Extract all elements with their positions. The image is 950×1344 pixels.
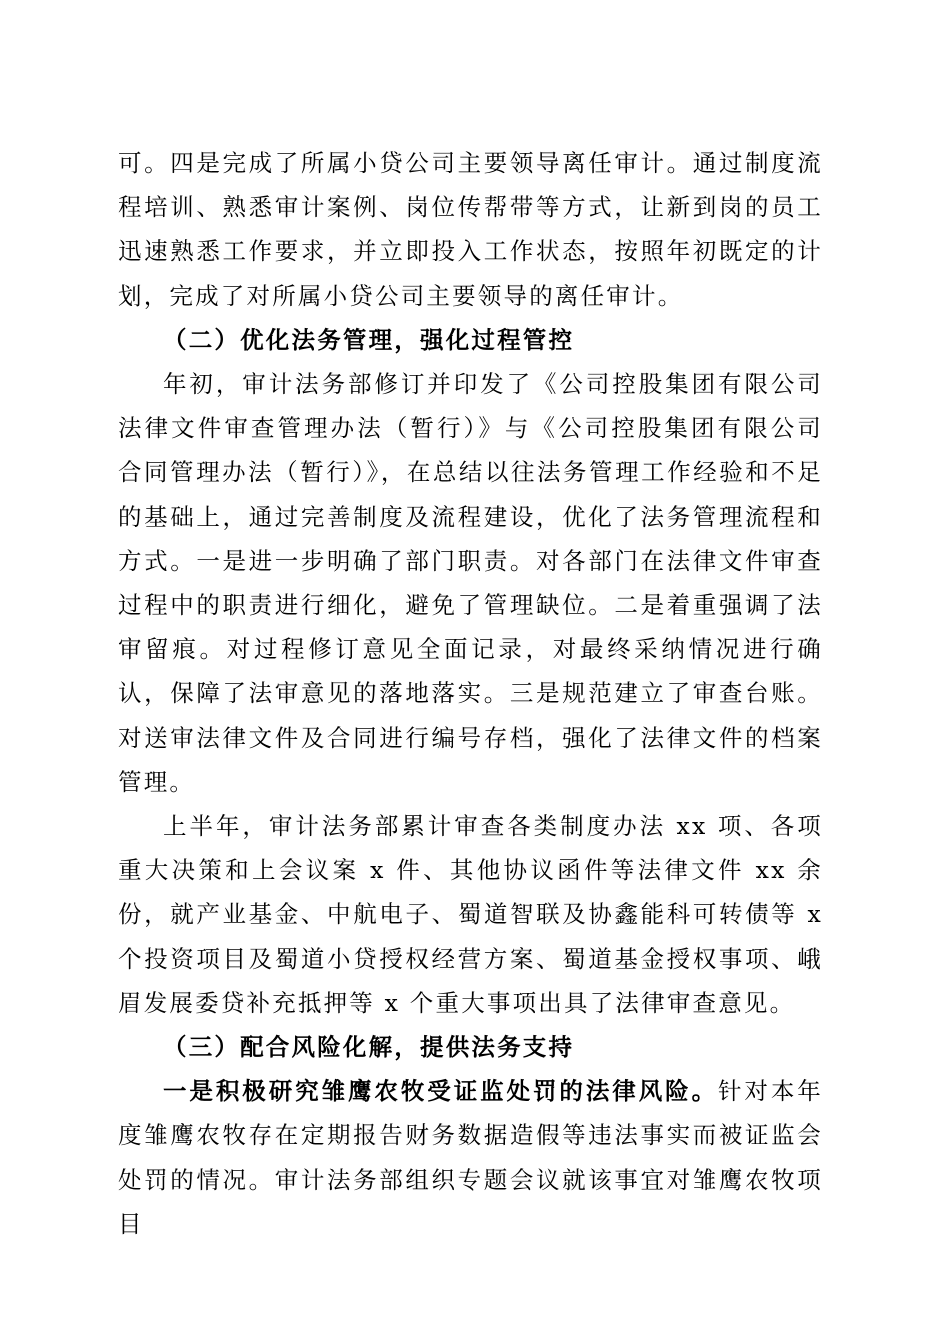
- paragraph-half-year-review: 上半年，审计法务部累计审查各类制度办法 xx 项、各项重大决策和上会议案 x 件、其他协议函件等法律文件 xx 余份，就产业基金、中航电子、蜀道智联及协鑫能科可转债等 x 个投资项目及蜀道小贷授权经营方案、蜀道基金授权事项、峨眉发展委贷补充抵押等 x 个重大事项出具了法律审查意见。: [118, 812, 823, 1017]
- paragraph-legal-management: 年初，审计法务部修订并印发了《公司控股集团有限公司法律文件审查管理办法（暂行）》与《公司控股集团有限公司合同管理办法（暂行）》，在总结以往法务管理工作经验和不足的基础上，通过完善制度及流程建设，优化了法务管理流程和方式。一是进一步明确了部门职责。对各部门在法律文件审查过程中的职责进行细化，避免了管理缺位。二是着重强调了法审留痕。对过程修订意见全面记录，对最终采纳情况进行确认，保障了法审意见的落地落实。三是规范建立了审查台账。对送审法律文件及合同进行编号存档，强化了法律文件的档案管理。: [118, 370, 823, 796]
- section-heading-2: （二）优化法务管理，强化过程管控: [163, 325, 575, 354]
- document-body: [118, 141, 823, 1246]
- paragraph-continuation: 可。四是完成了所属小贷公司主要领导离任审计。通过制度流程培训、熟悉审计案例、岗位传帮带等方式，让新到岗的员工迅速熟悉工作要求，并立即投入工作状态，按照年初既定的计划，完成了对所属小贷公司主要领导的离任审计。: [118, 149, 823, 310]
- paragraph-body-text: 针对本年度雏鹰农牧存在定期报告财务数据造假等违法事实而被证监会处罚的情况。审计法务部组织专题会议就该事宜对雏鹰农牧项目: [118, 1077, 823, 1238]
- paragraph-lead-sentence: 一是积极研究雏鹰农牧受证监处罚的法律风险。: [163, 1077, 718, 1106]
- section-heading-3: （三）配合风险化解，提供法务支持: [163, 1033, 575, 1062]
- paragraph-risk-research: [118, 1069, 823, 1246]
